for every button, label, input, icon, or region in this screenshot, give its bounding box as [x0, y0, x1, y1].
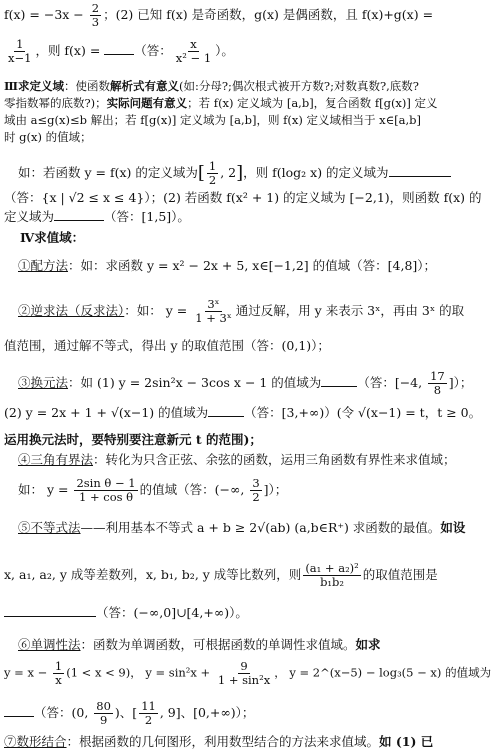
answer-blank [4, 716, 34, 717]
text-line-13: 值范围，通过解不等式，得出 y 的取值范围（答：(0,1)）； [4, 338, 330, 353]
text-line-20: x, a₁, a₂, y 成等差数列，x, b₁, b₂, y 成等比数列，则 $\frac{\text{(a₁ + a₂)²}}{\text{b₁b₂}}$ 的取值范围是 [4, 561, 438, 589]
text-line-6: 时 g(x) 的值域； [4, 130, 92, 144]
text-line-11: ①配方法：如：求函数 y = x² − 2x + 5, x∈[−1,2] 的值域（答：[4,8]）； [18, 258, 437, 273]
fraction: $\frac{1}{2}$ [208, 159, 217, 187]
answer-blank [389, 176, 451, 177]
text-line-18: 如： y = $\frac{\text{2sin θ − 1}}{\text{1 + cos θ}}$ 的值域（答：(−∞, $\frac{3}{2}$ ]）； [18, 476, 288, 504]
text-line-14: ③换元法：如 (1) y = 2sin²x − 3cos x − 1 的值域为 （答：[−4, $\frac{17}{8}$ ]）； [18, 369, 473, 397]
fraction: $\frac{17}{8}$ [430, 369, 445, 397]
fraction: $\frac{\text{3ˣ}}{\text{1 + 3ˣ}}$ [195, 297, 232, 325]
fraction: $\frac{2}{3}$ [91, 1, 100, 29]
text-line-3: Ⅲ求定义域：使函数解析式有意义(如:分母?;偶次根式被开方数?;对数真数?,底数? [4, 79, 419, 93]
fraction: $\frac{\text{(a₁ + a₂)²}}{\text{b₁b₂}}$ [305, 561, 359, 589]
text-line-16: 运用换元法时，要特别要注意新元 t 的范围)； [4, 432, 262, 447]
text-line-1: f(x) = −3x − $\frac{2}{3}$ ；(2) 已知 f(x) 是奇函数，g(x) 是偶函数，且 f(x)+g(x) = [4, 1, 434, 29]
text-line-7: 如：若函数 y = f(x) 的定义域为[ $\frac{1}{2}$ , 2]，则 f(log₂ x) 的定义域为 [18, 160, 451, 187]
text-line-5: 域由 a≤g(x)≤b 解出；若 f[g(x)] 定义域为 [a,b]，则 f(x) 定义域相当于 x∈[a,b] [4, 113, 422, 127]
text-line-17: ④三角有界法：转化为只含正弦、余弦的函数，运用三角函数有界性来求值域； [18, 452, 456, 467]
text-line-9: 定义域为 （答：[1,5]）。 [4, 209, 190, 224]
text-line-4: 零指数幂的底数?)；实际问题有意义；若 f(x) 定义域为 [a,b]，复合函数 f[g(x)] 定义 [4, 96, 438, 110]
text-line-22: ⑥单调性法：函数为单调函数，可根据函数的单调性求值域。如求 [18, 637, 381, 652]
text-line-12: ②逆求法（反求法）：如： y = $\frac{\text{3ˣ}}{\text{1 + 3ˣ}}$ 通过反解，用 y 来表示 3ˣ，再由 3ˣ 的取 [18, 297, 465, 325]
text-line-2: $\frac{1}{x-1}$ ，则 f(x) = （答： $\frac{x}{\text{x² − 1}}$ ）。 [8, 37, 234, 65]
text-line-8: （答：{x | √2 ≤ x ≤ 4}）；(2) 若函数 f(x² + 1) 的定义域为 [−2,1)，则函数 f(x) 的 [4, 190, 482, 205]
answer-blank [54, 220, 104, 221]
text-line-25: ⑦数形结合：根据函数的几何图形，利用数型结合的方法来求值域。如 (1) 已 [4, 734, 434, 749]
fraction: $\frac{11}{2}$ [141, 699, 156, 727]
section-heading: Ⅲ求定义域 [4, 79, 65, 93]
answer-blank [208, 416, 244, 417]
answer-blank [4, 616, 96, 617]
answer-blank [321, 386, 357, 387]
fraction: $\frac{1}{x-1}$ [8, 37, 32, 65]
text-line-21: （答：(−∞,0]∪[4,+∞)）。 [4, 605, 248, 621]
text-line-15: (2) y = 2x + 1 + √(x−1) 的值域为 （答：[3,+∞)）(令 √(x−1) = t，t ≥ 0。 [4, 405, 482, 420]
fraction: $\frac{80}{9}$ [96, 699, 111, 727]
fraction: $\frac{1}{x}$ [54, 659, 63, 687]
fraction: $\frac{3}{2}$ [252, 476, 260, 504]
answer-blank [104, 54, 134, 55]
fraction: $\frac{9}{\text{1 + sin²x}}$ [217, 659, 271, 687]
section-heading-iv: Ⅳ求值域： [20, 230, 85, 245]
text-line-19: ⑤不等式法——利用基本不等式 a + b ≥ 2√(ab) (a,b∈R⁺) 求函数的最值。如设 [18, 520, 466, 535]
fraction: $\frac{x}{\text{x² − 1}}$ [175, 37, 212, 65]
text-line-24: （答：(0, $\frac{80}{9}$ )、[ $\frac{11}{2}$ , 9]、[0,+∞)）； [4, 700, 254, 727]
fraction: $\frac{\text{2sin θ − 1}}{\text{1 + cos θ}}$ [76, 476, 136, 504]
text-line-23: y = x − $\frac{1}{x}$ (1 < x < 9)， y = sin²x + $\frac{9}{\text{1 + sin²x}}$ ， y = 2^(x−5) − log₃(5 − x) 的值域为 [4, 659, 491, 687]
